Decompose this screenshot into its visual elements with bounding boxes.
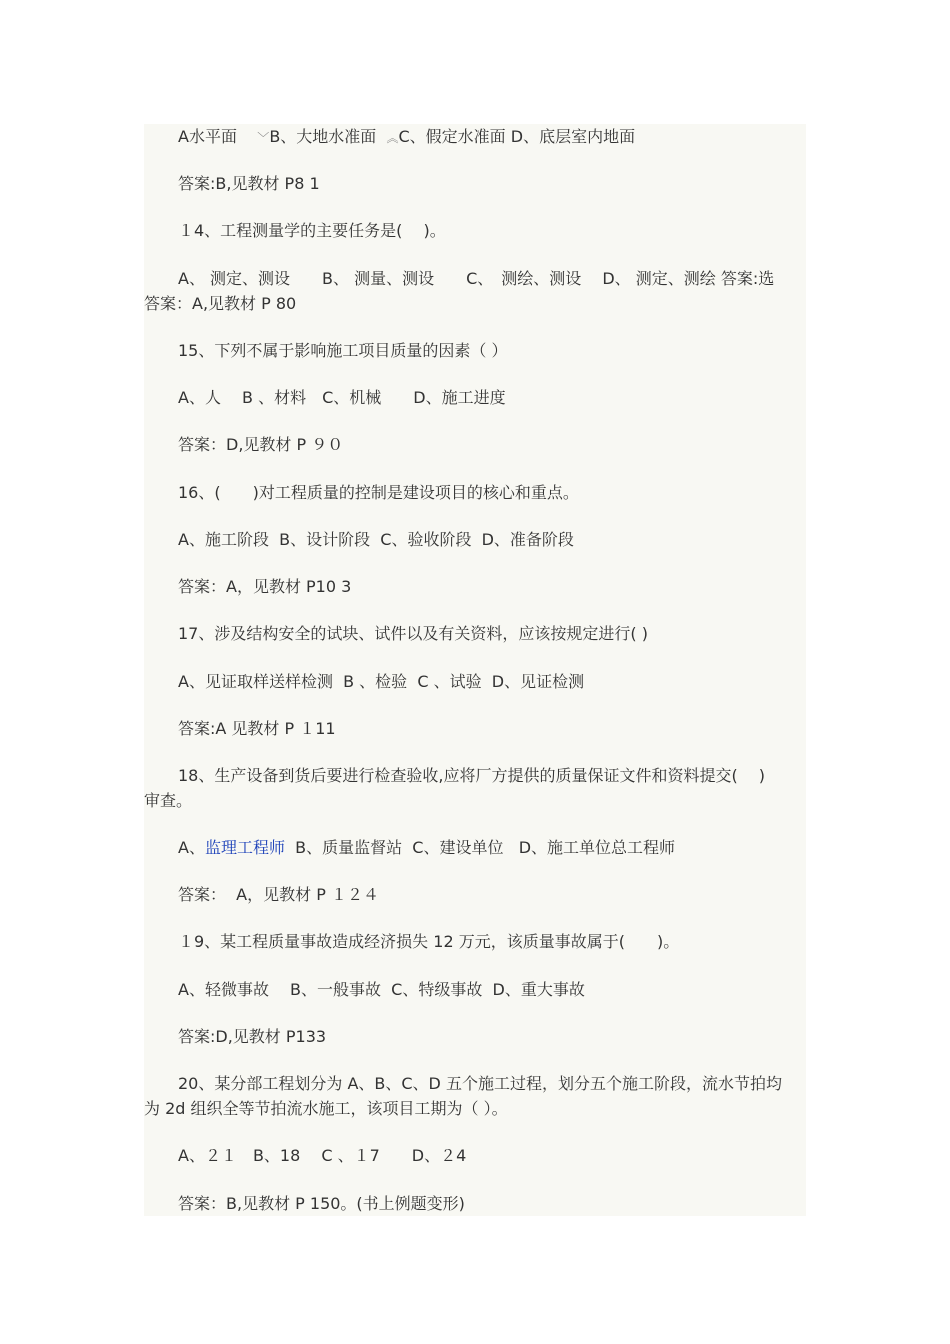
q18-question-line1: 18、生产设备到货后要进行检查验收,应将厂方提供的质量保证文件和资料提交( ) bbox=[178, 766, 766, 785]
arrow-down-mark-icon: ﹀ bbox=[257, 131, 270, 145]
q17-answer: 答案:A 见教材 P １11 bbox=[178, 719, 336, 738]
q20-answer: 答案：B,见教材 P 150。(书上例题变形) bbox=[178, 1194, 465, 1213]
q16-question: 16、( )对工程质量的控制是建设项目的核心和重点。 bbox=[178, 483, 579, 502]
q18-answer: 答案： A，见教材 P １２４ bbox=[178, 885, 379, 904]
q16-answer: 答案：A，见教材 P10 3 bbox=[178, 577, 352, 596]
q17-options: A、见证取样送样检测 B 、检验 C 、试验 D、见证检测 bbox=[178, 672, 585, 691]
q14-question: １4、工程测量学的主要任务是( )。 bbox=[178, 221, 446, 240]
q20-question-line2: 为 2d 组织全等节拍流水施工，该项目工期为（ ）。 bbox=[144, 1099, 508, 1118]
q20-options: A、２１ B、18 C 、１7 D、２4 bbox=[178, 1146, 467, 1165]
q13-options: A水平面 ﹀B、大地水准面 ︽C、假定水准面 D、底层室内地面 bbox=[178, 127, 636, 146]
q17-question: 17、涉及结构安全的试块、试件以及有关资料，应该按规定进行( ) bbox=[178, 624, 648, 643]
q19-answer: 答案:D,见教材 P133 bbox=[178, 1027, 327, 1046]
arrow-up-mark-icon: ︽ bbox=[386, 131, 399, 145]
q19-options: A、轻微事故 B、一般事故 C、特级事故 D、重大事故 bbox=[178, 980, 585, 999]
q15-options: A、人 B 、材料 C、机械 D、施工进度 bbox=[178, 388, 506, 407]
q20-question-line1: 20、某分部工程划分为 A、B、C、D 五个施工过程，划分五个施工阶段，流水节拍均 bbox=[178, 1074, 782, 1093]
q14-answer: 答案：A,见教材 P 80 bbox=[144, 294, 297, 313]
q13-answer: 答案:B,见教材 P8 1 bbox=[178, 174, 320, 193]
supervision-engineer-link[interactable]: 监理工程师 bbox=[204, 838, 285, 857]
q16-options: A、施工阶段 B、设计阶段 C、验收阶段 D、准备阶段 bbox=[178, 530, 574, 549]
q19-question: １9、某工程质量事故造成经济损失 12 万元，该质量事故属于( )。 bbox=[178, 932, 680, 951]
q15-answer: 答案：D,见教材 P ９０ bbox=[178, 435, 344, 454]
q18-question-line2: 审查。 bbox=[144, 791, 193, 810]
q18-options: A、监理工程师 B、质量监督站 C、建设单位 D、施工单位总工程师 bbox=[178, 838, 676, 857]
q14-options: A、 测定、测设 B、 测量、测设 C、 测绘、测设 D、 测定、测绘 答案:选 bbox=[178, 269, 775, 288]
q15-question: 15、下列不属于影响施工项目质量的因素（ ） bbox=[178, 341, 508, 360]
